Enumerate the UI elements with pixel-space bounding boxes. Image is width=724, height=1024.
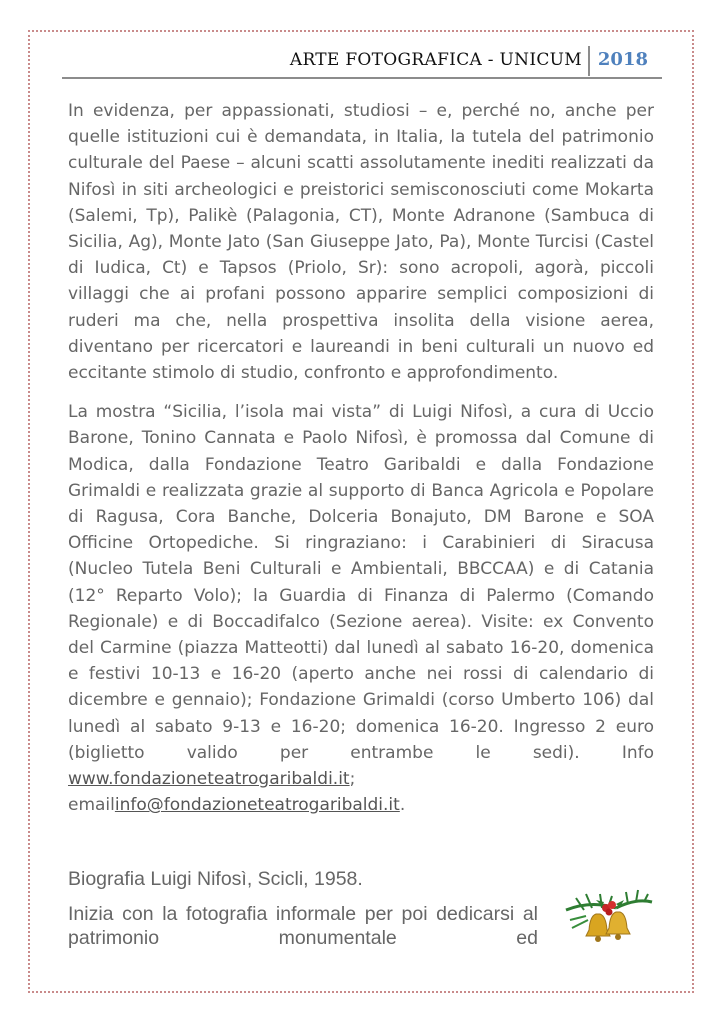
period: . <box>399 795 406 816</box>
article-body <box>68 98 654 831</box>
paragraph-archaeological-sites: In evidenza, per appassionati, studiosi – e, perché no, anche per quelle istituzioni cui è demandata, in Italia, la tutela del patrimonio culturale del Paese – alcuni scatti assolutamente inediti realizzati da Nifosì in siti archeologici e preistorici semisconosciuti come Mokarta (Salemi, Tp), Palikè (Palagonia, CT), Monte Adranone (Sambuca di Sicilia, Ag), Monte Jato (San Giuseppe Jato, Pa), Monte Turcisi (Castel di Iudica, Ct) e Tapsos (Priolo, Sr): sono acropoli, agorà, piccoli villaggi che ai profani possono apparire semplici composizioni di ruderi ma che, nella prospettiva insolita della visione aerea, diventano per ricercatori e laureandi in beni culturali un nuovo ed eccitante stimolo di studio, confronto e approfondimento. <box>68 101 654 384</box>
biography-text: Inizia con la fotografia informale per poi dedicarsi al patrimonio monumentale ed <box>68 903 538 949</box>
christmas-bells-icon <box>556 880 656 952</box>
exhibition-text: La mostra “Sicilia, l’isola mai vista” di Luigi Nifosì, a cura di Uccio Barone, Tonino Cannata e Paolo Nifosì, è promossa dal Comune di Modica, dalla Fondazione Teatro Garibaldi e dalla Fondazione Grimaldi e realizzata grazie al supporto di Banca Agricola e Popolare di Ragusa, Cora Banche, Dolceria Bonajuto, DM Barone e SOA Officine Ortopediche. Si ringraziano: i Carabinieri di Siracusa (Nucleo Tutela Beni Culturali e Ambientali, BBCCAA) e di Catania (12° Reparto Volo); la Guardia di Finanza di Palermo (Comando Regionale) e di Boccadifalco (Sezione aerea). Visite: ex Convento del Carmine (piazza Matteotti) dal lunedì al sabato 16-20, domenica e festivi 10-13 e 16-20 (aperto anche nei rossi di calendario di dicembre e gennaio); Fondazione Grimaldi (corso Umberto 106) dal lunedì al sabato 9-13 e 16-20; domenica 16-20. Ingresso 2 euro (biglietto valido per entrambe le sedi). <box>68 402 654 763</box>
bells <box>586 912 630 942</box>
email-label: email <box>68 795 115 816</box>
header-separator <box>588 46 590 76</box>
paragraph-exhibition-info <box>68 399 654 818</box>
header-title: ARTE FOTOGRAFICA - UNICUM <box>289 50 582 70</box>
website-link[interactable]: www.fondazioneteatrogaribaldi.it <box>68 769 350 790</box>
info-label: Info <box>621 742 654 763</box>
header-rule <box>62 77 662 79</box>
semicolon: ; <box>349 769 356 790</box>
header-year: 2018 <box>597 49 648 70</box>
email-link[interactable]: info@fondazioneteatrogaribaldi.it <box>114 795 400 816</box>
biography-heading: Biografia Luigi Nifosì, Scicli, 1958. <box>68 868 363 890</box>
page-header <box>62 46 662 80</box>
